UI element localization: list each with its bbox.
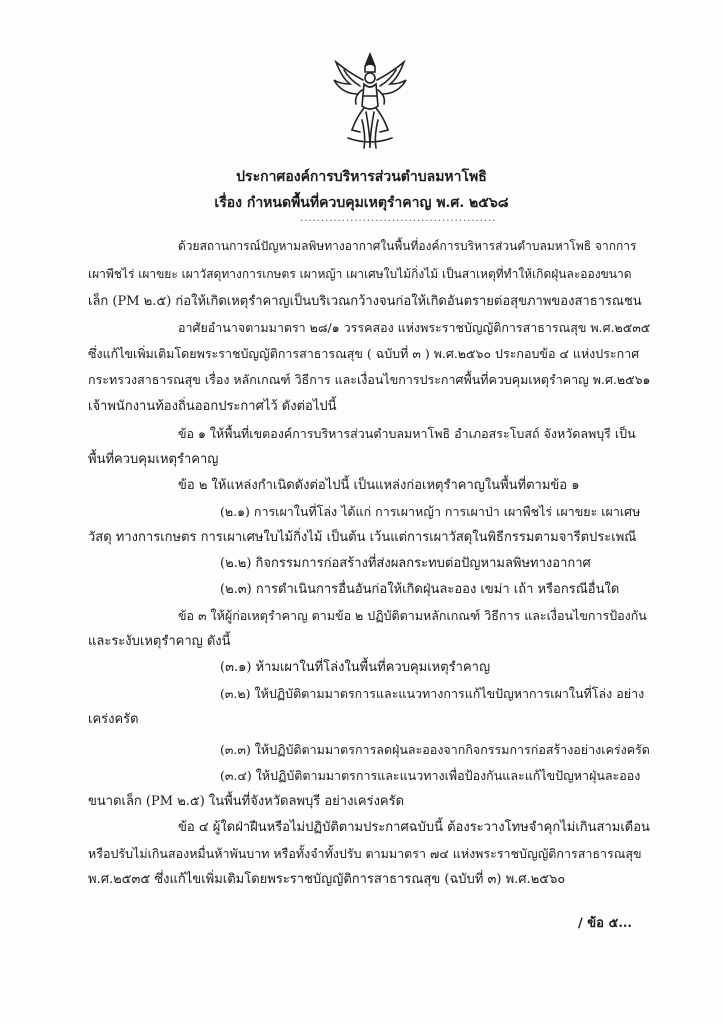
body-line: เผาพืชไร่ เผาขยะ เผาวัสดุทางการเกษตร เผาหญ้า เผาเศษใบไม้กิ่งไม้ เป็นสาเหตุที่ทำให้เกิดฝุ่นละอองขนาด	[88, 267, 632, 281]
garuda-emblem	[330, 50, 410, 154]
announcement-title: ประกาศองค์การบริหารส่วนตำบลมหาโพธิ	[236, 169, 487, 185]
body-line: (๒.๒) กิจกรรมการก่อสร้างที่ส่งผลกระทบต่อปัญหามลพิษทางอากาศ	[220, 556, 591, 571]
body-line: ข้อ ๒ ให้แหล่งกำเนิดดังต่อไปนี้ เป็นแหล่งก่อเหตุรำคาญในพื้นที่ตามข้อ ๑	[178, 478, 580, 493]
body-line: ขนาดเล็ก (PM ๒.๕) ในพื้นที่จังหวัดลพบุรี อย่างเคร่งครัด	[88, 794, 405, 809]
body-line: (๓.๑) ห้ามเผาในที่โล่งในพื้นที่ควบคุมเหตุรำคาญ	[220, 660, 491, 675]
body-line: เคร่งครัด	[88, 712, 139, 727]
body-line: พื้นที่ควบคุมเหตุรำคาญ	[88, 452, 219, 467]
body-line: อาศัยอำนาจตามมาตรา ๒๘/๑ วรรคสอง แห่งพระราชบัญญัติการสาธารณสุข พ.ศ.๒๕๓๕	[178, 320, 651, 335]
body-line: พ.ศ.๒๕๓๕ ซึ่งแก้ไขเพิ่มเติมโดยพระราชบัญญัติการสาธารณสุข (ฉบับที่ ๓) พ.ศ.๒๕๖๐	[88, 872, 566, 887]
body-line: (๓.๒) ให้ปฏิบัติตามมาตรการและแนวทางการแก้ไขปัญหาการเผาในที่โล่ง อย่าง	[220, 686, 645, 701]
body-line: ข้อ ๔ ผู้ใดฝ่าฝืนหรือไม่ปฏิบัติตามประกาศฉบับนี้ ต้องระวางโทษจำคุกไม่เกินสามเดือน	[178, 820, 650, 835]
body-line: (๒.๑) การเผาในที่โล่ง ได้แก่ การเผาหญ้า การเผาป่า เผาพืชไร่ เผาขยะ เผาเศษ	[220, 504, 641, 519]
body-line: กระทรวงสาธารณสุข เรื่อง หลักเกณฑ์ วิธีการ และเงื่อนไขการประกาศพื้นที่ควบคุมเหตุรำคาญ พ.ศ.๒๕๖๑	[88, 372, 651, 387]
body-line: เจ้าพนักงานท้องถิ่นออกประกาศไว้ ดังต่อไปนี้	[88, 399, 337, 414]
body-line: และระงับเหตุรำคาญ ดังนี้	[88, 634, 231, 649]
body-line: ซึ่งแก้ไขเพิ่มเติมโดยพระราชบัญญัติการสาธารณสุข ( ฉบับที่ ๓ ) พ.ศ.๒๕๖๐ ประกอบข้อ ๔ แห่งประกาศ	[88, 346, 640, 361]
body-line: หรือปรับไม่เกินสองหมื่นห้าพันบาท หรือทั้งจำทั้งปรับ ตามมาตรา ๗๔ แห่งพระราชบัญญัติการสาธารณสุข	[88, 846, 642, 861]
body-line: ข้อ ๓ ให้ผู้ก่อเหตุรำคาญ ตามข้อ ๒ ปฏิบัติตามหลักเกณฑ์ วิธีการ และเงื่อนไขการป้องกัน	[178, 608, 647, 623]
body-line: (๒.๓) การดำเนินการอื่นอันก่อให้เกิดฝุ่นละออง เขม่า เถ้า หรือกรณีอื่นใด	[220, 582, 620, 597]
body-line: เล็ก (PM ๒.๕) ก่อให้เกิดเหตุรำคาญเป็นบริเวณกว้างจนก่อให้เกิดอันตรายต่อสุขภาพของสาธารณชน	[88, 294, 642, 309]
body-line: ด้วยสถานการณ์ปัญหามลพิษทางอากาศในพื้นที่องค์การบริหารส่วนตำบลมหาโพธิ จากการ	[178, 239, 637, 253]
body-line: (๓.๓) ให้ปฏิบัติตามมาตรการลดฝุ่นละอองจากกิจกรรมการก่อสร้างอย่างเคร่งครัด	[220, 742, 650, 757]
continuation-marker: / ข้อ ๕...	[578, 916, 632, 931]
body-line: วัสดุ ทางการเกษตร การเผาเศษใบไม้กิ่งไม้ เป็นต้น เว้นแต่การเผาวัสดุในพิธีกรรมตามจารีตประเพณี	[88, 530, 637, 545]
title-separator: ...............................................	[300, 213, 497, 224]
body-line: (๓.๔) ให้ปฏิบัติตามมาตรการและแนวทางเพื่อป้องกันและแก้ไขปัญหาฝุ่นละออง	[220, 768, 641, 783]
announcement-subject: เรื่อง กำหนดพื้นที่ควบคุมเหตุรำคาญ พ.ศ. ๒๕๖๘	[214, 195, 509, 211]
body-line: ข้อ ๑ ให้พื้นที่เขตองค์การบริหารส่วนตำบลมหาโพธิ อำเภอสระโบสถ์ จังหวัดลพบุรี เป็น	[178, 426, 636, 441]
